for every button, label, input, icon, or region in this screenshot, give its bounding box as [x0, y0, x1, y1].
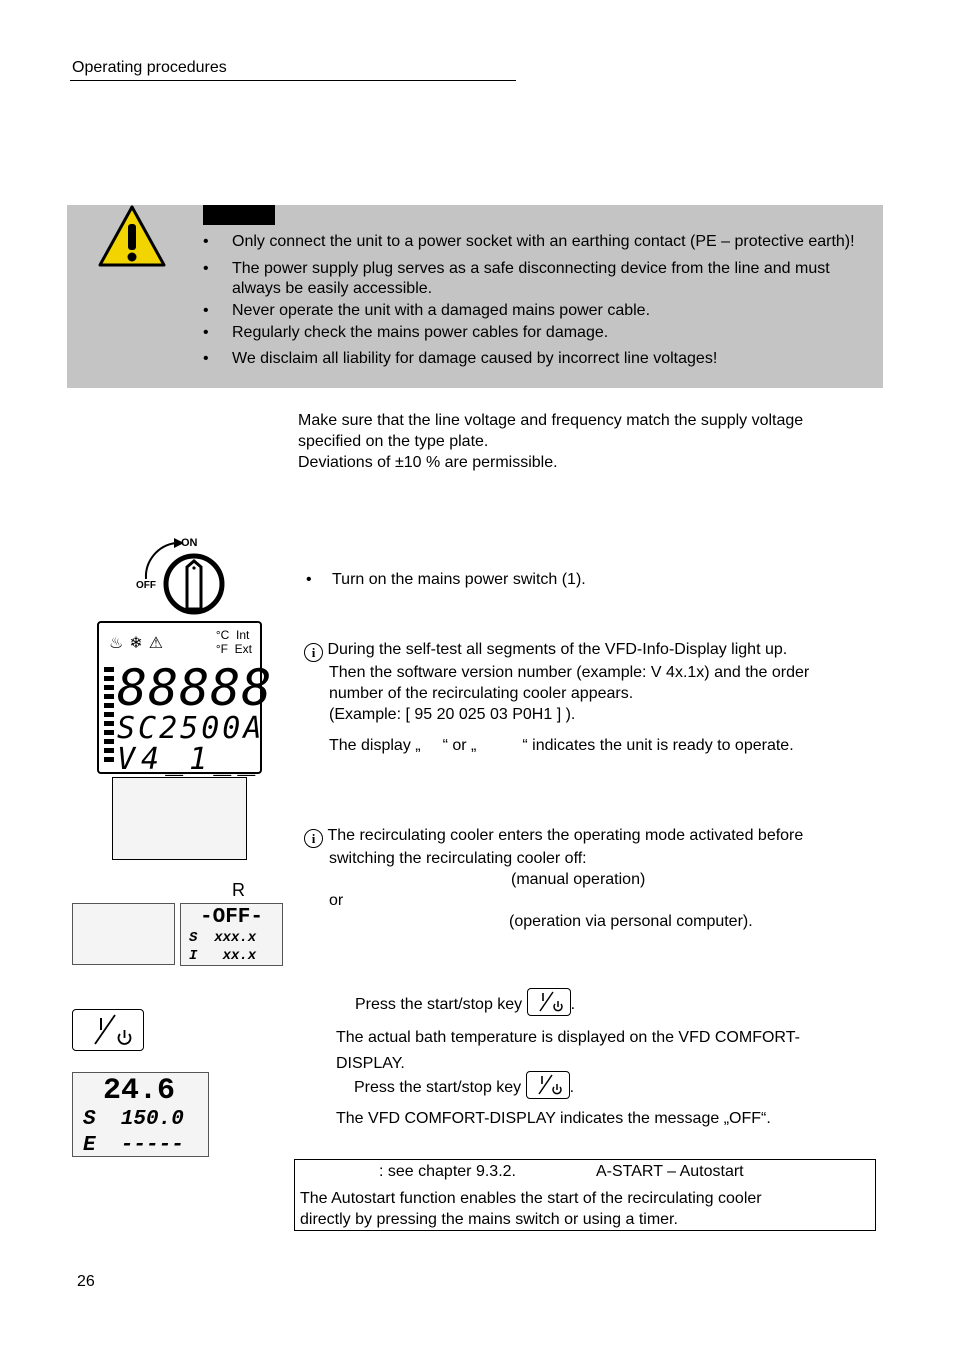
note-topic: A-START – Autostart [596, 1163, 744, 1180]
temperature-display: 24.6 S 150.0 E ----- [72, 1072, 209, 1157]
display-status-icons [109, 633, 169, 653]
info-icon: i [304, 643, 323, 662]
info-icon: i [304, 829, 323, 848]
switch-instruction: • Turn on the mains power switch (1). [306, 569, 954, 590]
start-stop-key-inline[interactable] [527, 988, 571, 1016]
startstop-step-1: Press the start/stop key . [355, 988, 575, 1016]
running-header: Operating procedures [72, 59, 227, 76]
heating-icon: ♨ [109, 635, 130, 652]
off-display: -OFF- S xxx.x I xx.x [180, 903, 283, 966]
start-stop-icon [527, 1072, 569, 1098]
display-units: °C Int °F Ext [215, 628, 252, 656]
warning-item: • Only connect the unit to a power socket with an earthing contact (PE – protective earth)! [203, 232, 873, 252]
note-reference: : see chapter 9.3.2. [379, 1163, 516, 1180]
blank-display-small [72, 903, 175, 965]
voltage-note: Make sure that the line voltage and frequency match the supply voltage specified on the type plate. Deviations of ±10 % are permissible. [298, 412, 804, 471]
autostart-note-box [294, 1159, 876, 1231]
operating-mode-note: i The recirculating cooler enters the operating mode activated before switching the recirculating cooler off: (manual operation) or (operation via personal computer). [304, 825, 874, 932]
switch-on-label: ON [181, 537, 198, 549]
vfd-info-display [97, 621, 273, 777]
blank-display-panel [112, 777, 247, 860]
warning-list [203, 232, 873, 376]
startstop-step-2: Press the start/stop key . [354, 1071, 574, 1099]
warning-triangle-icon [97, 204, 167, 268]
remote-label: R [232, 880, 245, 900]
warning-item: • We disclaim all liability for damage caused by incorrect line voltages! [203, 349, 873, 369]
start-stop-icon [73, 1010, 142, 1049]
selftest-note: i During the self-test all segments of the VFD-Info-Display light up. Then the software version number (example: V 4x.1x) and the order number of the recirculating cooler appears. (Example: [ 95 20 025 03 P0H1 ] ). The display „ “ or „ “ indicates the unit is ready to operate. [304, 639, 874, 756]
warning-item: • The power supply plug serves as a safe disconnecting device from the line and must always be easily accessible. [203, 259, 873, 299]
start-stop-key[interactable] [72, 1009, 144, 1051]
alarm-icon: ⚠ [148, 635, 170, 652]
page-number: 26 [77, 1273, 95, 1290]
display-level-bars [104, 667, 114, 766]
header-rule [70, 80, 516, 81]
start-stop-key-inline[interactable] [526, 1071, 570, 1099]
warning-label-bar [203, 205, 275, 225]
warning-item: • Never operate the unit with a damaged mains power cable. [203, 301, 873, 321]
display-segments: 88888 SC2500A V4_1__ [117, 659, 273, 777]
start-stop-icon [528, 989, 570, 1015]
switch-off-label: OFF [136, 580, 156, 591]
startstop-result-1: The actual bath temperature is displayed on the VFD COMFORT- DISPLAY. [336, 1029, 800, 1072]
note-text: The Autostart function enables the start of the recirculating cooler directly by pressing the mains switch or using a timer. [300, 1190, 762, 1228]
startstop-result-2: The VFD COMFORT-DISPLAY indicates the message „OFF“. [336, 1110, 771, 1127]
warning-item: • Regularly check the mains power cables for damage. [203, 323, 873, 343]
snowflake-icon: ❄ [129, 635, 149, 652]
